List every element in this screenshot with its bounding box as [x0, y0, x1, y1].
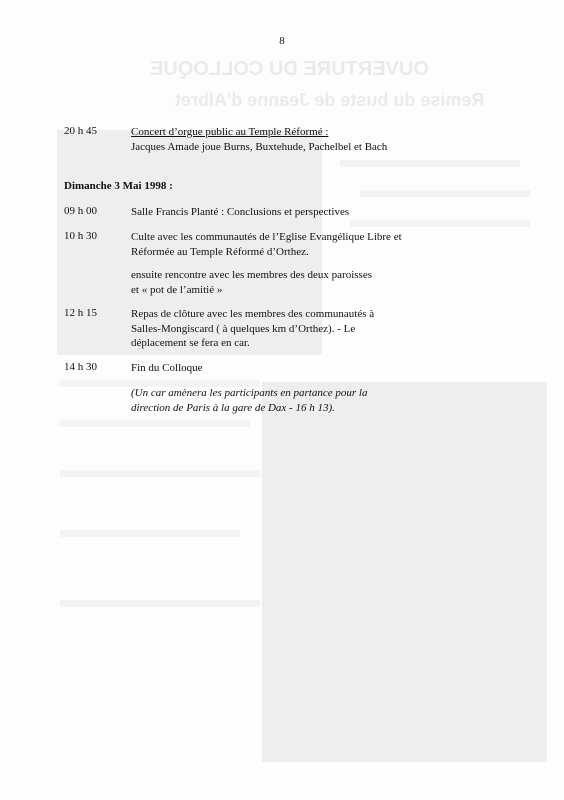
schedule-entry — [131, 205, 431, 220]
entry-line: Repas de clôture avec les membres des communautés à — [131, 308, 375, 320]
page-number: 8 — [279, 35, 285, 47]
concert-title: Concert d’orgue public au Temple Réformé : — [131, 126, 329, 138]
concert-detail: Jacques Amade joue Burns, Buxtehude, Pachelbel et Bach — [131, 140, 388, 153]
schedule-time: 09 h 00 — [64, 205, 97, 217]
schedule-entry — [131, 361, 431, 376]
entry-line: Salles-Mongiscard ( à quelques km d’Orthez). - Le — [131, 322, 356, 335]
schedule-time: 14 h 30 — [64, 361, 97, 373]
entry-line: Réformée au Temple Réformé d’Orthez. — [131, 245, 309, 258]
entry-line: ensuite rencontre avec les membres des deux paroisses — [131, 269, 372, 281]
bleed-through-subtitle: Remise du buste de Jeanne d'Albret — [175, 90, 485, 110]
bleed-through-photo — [262, 382, 547, 762]
bleed-through-line — [60, 600, 260, 607]
entry-line: déplacement se fera en car. — [131, 337, 250, 349]
bleed-through-line — [340, 160, 520, 167]
entry-line: et « pot de l’amitié » — [131, 283, 223, 296]
entry-line: Fin du Colloque — [131, 362, 203, 374]
schedule-entry — [131, 230, 431, 259]
schedule-entry — [131, 307, 431, 351]
bleed-through-title: OUVERTURE DU COLLOQUE — [150, 58, 429, 80]
schedule-time: 20 h 45 — [64, 125, 97, 137]
schedule-entry-followup — [131, 268, 431, 297]
day-heading: Dimanche 3 Mai 1998 : — [64, 180, 173, 192]
note-line: (Un car amènera les participants en partance pour la — [131, 387, 368, 399]
bleed-through-line — [60, 530, 240, 537]
bus-note — [131, 386, 431, 415]
bleed-through-line — [360, 190, 530, 197]
bleed-through-line — [60, 420, 250, 427]
schedule-time: 10 h 30 — [64, 230, 97, 242]
bleed-through-line — [60, 470, 260, 477]
schedule-entry — [131, 125, 431, 154]
note-line: direction de Paris à la gare de Dax - 16 h 13). — [131, 401, 335, 414]
entry-line: Salle Francis Planté : Conclusions et perspectives — [131, 206, 350, 218]
schedule-time: 12 h 15 — [64, 307, 97, 319]
entry-line: Culte avec les communautés de l’Eglise Evangélique Libre et — [131, 231, 402, 243]
bleed-through-line — [350, 220, 530, 227]
